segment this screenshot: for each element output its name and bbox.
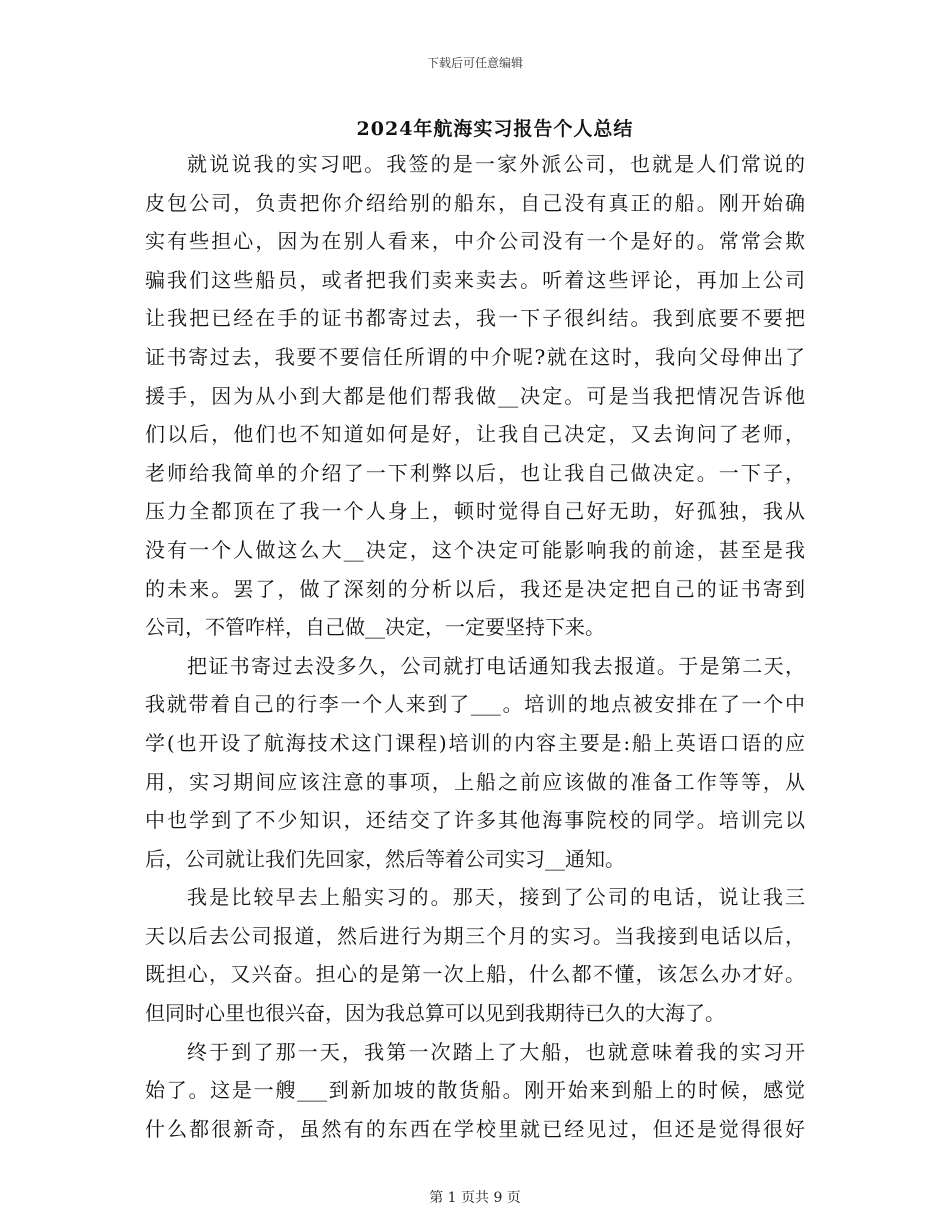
text-line: 援手，因为从小到大都是他们帮我做__决定。可是当我把情况告诉他 [145, 383, 805, 408]
header-note: 下载后可任意编辑 [426, 56, 523, 70]
text-line: 始了。这是一艘___到新加坡的散货船。刚开始来到船上的时候，感觉 [145, 1078, 805, 1103]
text-line: 皮包公司，负责把你介绍给别的船东，自己没有真正的船。刚开始确 [145, 190, 805, 215]
text-line: 压力全都顶在了我一个人身上，顿时觉得自己好无助，好孤独，我从 [145, 499, 805, 524]
text-line: 中也学到了不少知识，还结交了许多其他海事院校的同学。培训完以 [145, 808, 805, 833]
text-line: 我是比较早去上船实习的。那天，接到了公司的电话，说让我三 [187, 885, 805, 910]
text-line: 没有一个人做这么大__决定，这个决定可能影响我的前途，甚至是我 [145, 537, 805, 562]
text-line: 老师给我简单的介绍了一下利弊以后，也让我自己做决定。一下子， [145, 460, 805, 485]
text-line: 把证书寄过去没多久，公司就打电话通知我去报道。于是第二天， [187, 653, 805, 678]
paragraph-2 [145, 647, 805, 879]
text-line: 实有些担心，因为在别人看来，中介公司没有一个是好的。常常会欺 [145, 229, 805, 254]
text-line: 学(也开设了航海技术这门课程)培训的内容主要是:船上英语口语的应 [145, 730, 805, 755]
text-line: 天以后去公司报道，然后进行为期三个月的实习。当我接到电话以后， [145, 923, 805, 948]
text-line: 的未来。罢了，做了深刻的分析以后，我还是决定把自己的证书寄到 [145, 576, 805, 601]
paragraph-1 [145, 145, 805, 647]
text-line: 既担心，又兴奋。担心的是第一次上船，什么都不懂，该怎么办才好。 [145, 962, 805, 987]
text-line: 但同时心里也很兴奋，因为我总算可以见到我期待已久的大海了。 [145, 1001, 725, 1026]
document-body [145, 145, 805, 1148]
paragraph-3 [145, 878, 805, 1032]
text-line: 什么都很新奇，虽然有的东西在学校里就已经见过，但还是觉得很好 [145, 1116, 805, 1141]
text-line: 骗我们这些船员，或者把我们卖来卖去。听着这些评论，再加上公司 [145, 267, 805, 292]
text-line: 让我把已经在手的证书都寄过去，我一下子很纠结。我到底要不要把 [145, 306, 805, 331]
document-title: 2024年航海实习报告个人总结 [356, 118, 634, 140]
page-number: 第 1 页共 9 页 [429, 1190, 521, 1206]
text-line: 我就带着自己的行李一个人来到了___。培训的地点被安排在了一个中 [145, 692, 805, 717]
text-line: 后，公司就让我们先回家，然后等着公司实习__通知。 [145, 846, 625, 871]
text-line: 公司，不管咋样，自己做__决定，一定要坚持下来。 [145, 615, 605, 640]
text-line: 就说说我的实习吧。我签的是一家外派公司，也就是人们常说的 [187, 152, 805, 176]
text-line: 用，实习期间应该注意的事项，上船之前应该做的准备工作等等，从 [145, 769, 805, 794]
text-line: 证书寄过去，我要不要信任所谓的中介呢?就在这时，我向父母伸出了 [145, 344, 805, 369]
text-line: 们以后，他们也不知道如何是好，让我自己决定，又去询问了老师， [145, 422, 805, 447]
paragraph-4 [145, 1033, 805, 1149]
text-line: 终于到了那一天，我第一次踏上了大船，也就意味着我的实习开 [187, 1039, 805, 1064]
